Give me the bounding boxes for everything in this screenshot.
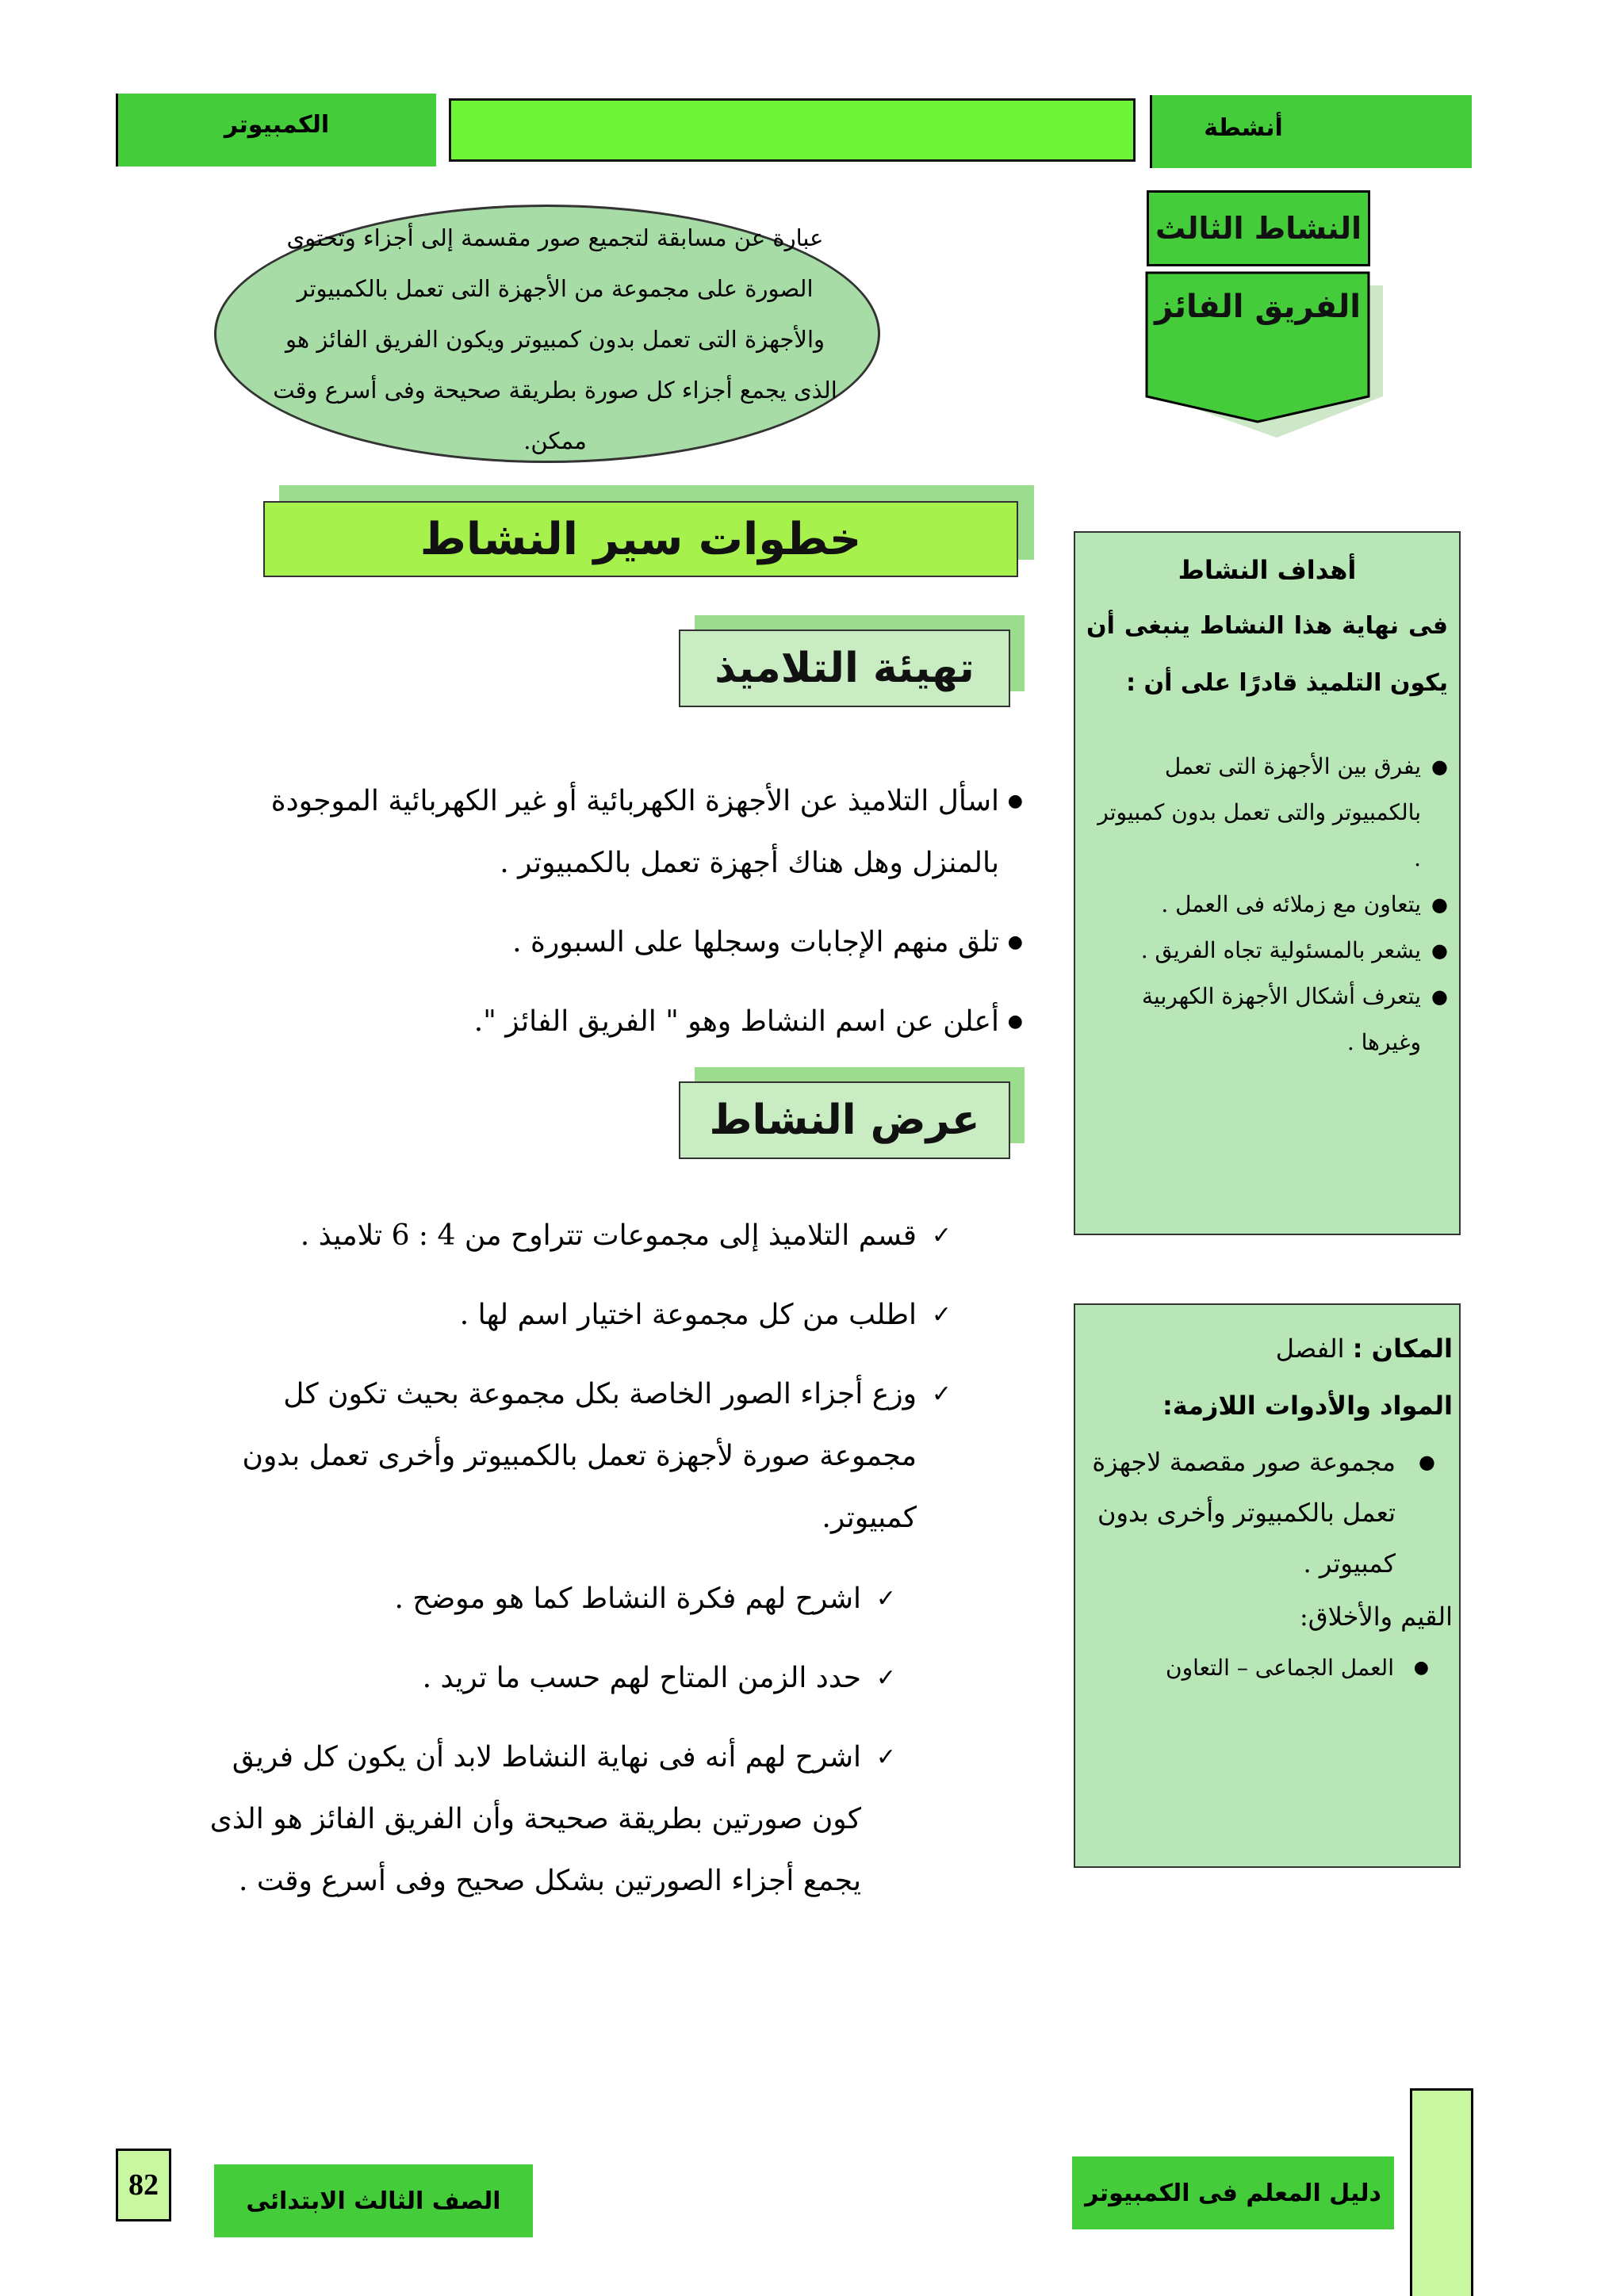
preparation-list	[198, 771, 1023, 1053]
bullet-icon: ●	[1007, 791, 1023, 811]
place-line	[1086, 1322, 1453, 1375]
activity-name: الفريق الفائز	[1155, 289, 1361, 325]
values-title: القيم والأخلاق:	[1299, 1601, 1453, 1632]
footer-grade: الصف الثالث الابتدائى	[214, 2164, 533, 2237]
list-item: ● يفرق بين الأجهزة التى تعمل بالكمبيوتر والتى تعمل بدون كمبيوتر .	[1086, 744, 1448, 882]
activity-number-label: النشاط الثالث	[1155, 211, 1362, 246]
footer-side-tab	[1410, 2088, 1473, 2296]
presentation-title: عرض النشاط	[679, 1081, 1010, 1159]
materials-list	[1086, 1437, 1453, 1589]
list-item: ● اسأل التلاميذ عن الأجهزة الكهربائية أو غير الكهربائية الموجودة بالمنزل وهل هناك أجهزة تعمل بالكمبيوتر .	[198, 771, 1023, 894]
objectives-title: أهداف النشاط	[1178, 555, 1357, 585]
place-label: المكان :	[1352, 1334, 1453, 1364]
footer-guide-title: دليل المعلم فى الكمبيوتر	[1072, 2156, 1394, 2229]
objectives-intro: فى نهاية هذا النشاط ينبغى أن يكون التلميذ قادرًا على أن :	[1086, 612, 1448, 697]
bullet-icon: ●	[1413, 1658, 1429, 1678]
presentation-sub-list	[198, 1568, 896, 1912]
check-icon: ✓	[931, 1380, 952, 1408]
resources-box	[1074, 1303, 1461, 1868]
header-subject-bar	[116, 94, 436, 166]
materials-title: المواد والأدوات اللازمة:	[1162, 1391, 1453, 1421]
objectives-list	[1086, 744, 1448, 1066]
bullet-icon: ●	[1431, 756, 1448, 778]
list-item: ✓ وزع أجزاء الصور الخاصة بكل مجموعة بحيث تكون كل مجموعة صورة لأجهزة تعمل بالكمبيوتر وأخرى تعمل بدون كمبيوتر.	[198, 1364, 952, 1549]
list-item: ● أعلن عن اسم النشاط وهو " الفريق الفائز ".	[198, 991, 1023, 1053]
header-subject-label: الكمبيوتر	[224, 111, 330, 139]
presentation-list	[198, 1205, 952, 1549]
bullet-icon: ●	[1431, 985, 1448, 1008]
bullet-icon: ●	[1007, 1012, 1023, 1031]
check-icon: ✓	[875, 1585, 896, 1613]
check-icon: ✓	[875, 1664, 896, 1692]
list-item: ● مجموعة صور مقصمة لاجهزة تعمل بالكمبيوتر وأخرى بدون كمبيوتر .	[1086, 1437, 1435, 1589]
list-item: ✓ قسم التلاميذ إلى مجموعات تتراوح من 4 : 6 تلاميذ .	[198, 1205, 952, 1267]
list-item: ● يتعرف أشكال الأجهزة الكهربية وغيرها .	[1086, 974, 1448, 1066]
check-icon: ✓	[875, 1743, 896, 1771]
header-section-label: أنشطة	[1204, 114, 1283, 142]
check-icon: ✓	[931, 1222, 952, 1249]
objectives-box	[1074, 531, 1461, 1235]
list-item: ✓ اشرح لهم أنه فى نهاية النشاط لابد أن يكون كل فريق كون صورتين بطريقة صحيحة وأن الفريق الفائز هو الذى يجمع أجزاء الصورتين بشكل صحيح وفى أسرع وقت .	[198, 1727, 896, 1912]
list-item: ● تلق منهم الإجابات وسجلها على السبورة .	[198, 912, 1023, 974]
header-title-bar	[449, 98, 1136, 162]
place-value: الفصل	[1275, 1334, 1345, 1364]
list-item: ● يشعر بالمسئولية تجاه الفريق .	[1086, 928, 1448, 974]
header-section-bar	[1150, 95, 1472, 168]
list-item: ✓ حدد الزمن المتاح لهم حسب ما تريد .	[198, 1647, 896, 1709]
bullet-icon: ●	[1431, 939, 1448, 962]
description-text: عبارة عن مسابقة لتجميع صور مقسمة إلى أجزاء وتحتوى الصورة على مجموعة من الأجهزة التى تعمل بالكمبيوتر والأجهزة التى تعمل بدون كمبيوتر ويكون الفريق الفائز هو الذى يجمع أجزاء كل صورة بطريقة صحيحة وفى أسرع وقت ممكن.	[273, 224, 837, 454]
steps-title: خطوات سير النشاط	[263, 501, 1018, 577]
bullet-icon: ●	[1007, 932, 1023, 952]
list-item: ● العمل الجماعى – التعاون	[1086, 1644, 1429, 1692]
page-number: 82	[116, 2149, 171, 2221]
bullet-icon: ●	[1419, 1451, 1435, 1473]
bullet-icon: ●	[1431, 894, 1448, 916]
check-icon: ✓	[931, 1301, 952, 1329]
values-list	[1086, 1644, 1453, 1692]
preparation-title: تهيئة التلاميذ	[679, 629, 1010, 707]
list-item: ● يتعاون مع زملائه فى العمل .	[1086, 882, 1448, 928]
list-item: ✓ اشرح لهم فكرة النشاط كما هو موضح .	[198, 1568, 896, 1630]
activity-number-badge	[1147, 190, 1370, 266]
list-item: ✓ اطلب من كل مجموعة اختيار اسم لها .	[198, 1284, 952, 1346]
